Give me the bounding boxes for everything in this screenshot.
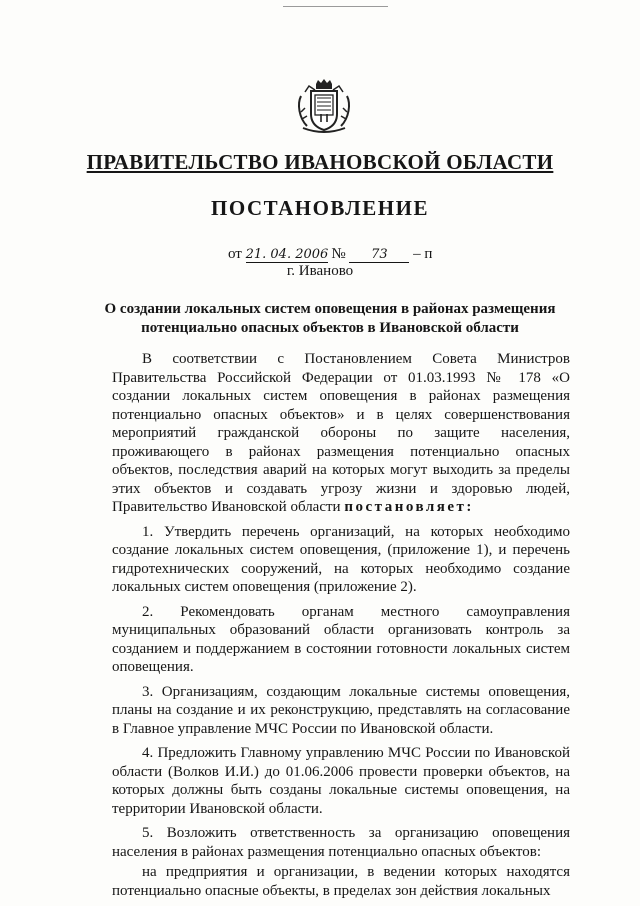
city: г. Иваново	[286, 263, 354, 279]
date-prefix: от	[228, 246, 242, 262]
decree-subject: О создании локальных систем оповещения в районах размещения потенциально опасных объектов в Ивановской области	[104, 301, 556, 336]
item-2: 2. Рекомендовать органам местного самоуправления муниципальных образований области организовать контроль за созданием и поддержанием в состоянии готовности локальных систем оповещения.	[112, 603, 570, 675]
decree-word: постановляет:	[344, 499, 474, 515]
coat-of-arms-emblem	[295, 78, 353, 136]
item-3: 3. Организациям, создающим локальные системы оповещения, планы на создание и их реконструкцию, представлять на согласование в Главное управление МЧС России по Ивановской области.	[112, 683, 570, 737]
decree-number-line	[228, 246, 432, 263]
decree-title: ПОСТАНОВЛЕНИЕ	[211, 196, 429, 220]
decree-number: 73	[349, 247, 409, 263]
number-suffix: – п	[413, 246, 433, 262]
government-title: ПРАВИТЕЛЬСТВО ИВАНОВСКОЙ ОБЛАСТИ	[86, 150, 554, 174]
number-sign: №	[331, 246, 346, 262]
item-5-sub: на предприятия и организации, в ведении которых находятся потенциально опасные объекты, в пределах зон действия локальных	[112, 864, 570, 899]
item-1: 1. Утвердить перечень организаций, на которых необходимо создание локальных систем оповещения, (приложение 1), и перечень гидротехнических сооружений, на которых необходимо создание локальных систем оповещения (приложение 2).	[112, 523, 570, 595]
preamble-paragraph	[112, 350, 570, 517]
item-5: 5. Возложить ответственность за организацию оповещения населения в районах размещения потенциально опасных объектов:	[112, 825, 570, 860]
item-4: 4. Предложить Главному управлению МЧС России по Ивановской области (Волков И.И.) до 01.06.2006 провести проверки объектов, на которых должны быть созданы локальные системы оповещения, на территории Ивановской области.	[112, 745, 570, 817]
preamble-text: В соответствии с Постановлением Совета Министров Правительства Российской Федерации от 01.03.1993 № 178 «О создании локальных систем оповещения в районах размещения потенциально опасных объектов» и в целях совершенствования мероприятий гражданской обороны по защите населения, проживающего в районах размещения потенциально опасных объектов, последствия аварий на которых могут выходить за пределы этих объектов и создавать угрозу жизни и здоровью людей, Правительство Ивановской области	[112, 351, 570, 515]
top-scan-line	[283, 6, 388, 7]
decree-date: 21. 04. 2006	[245, 247, 329, 262]
decree-body	[112, 350, 570, 906]
